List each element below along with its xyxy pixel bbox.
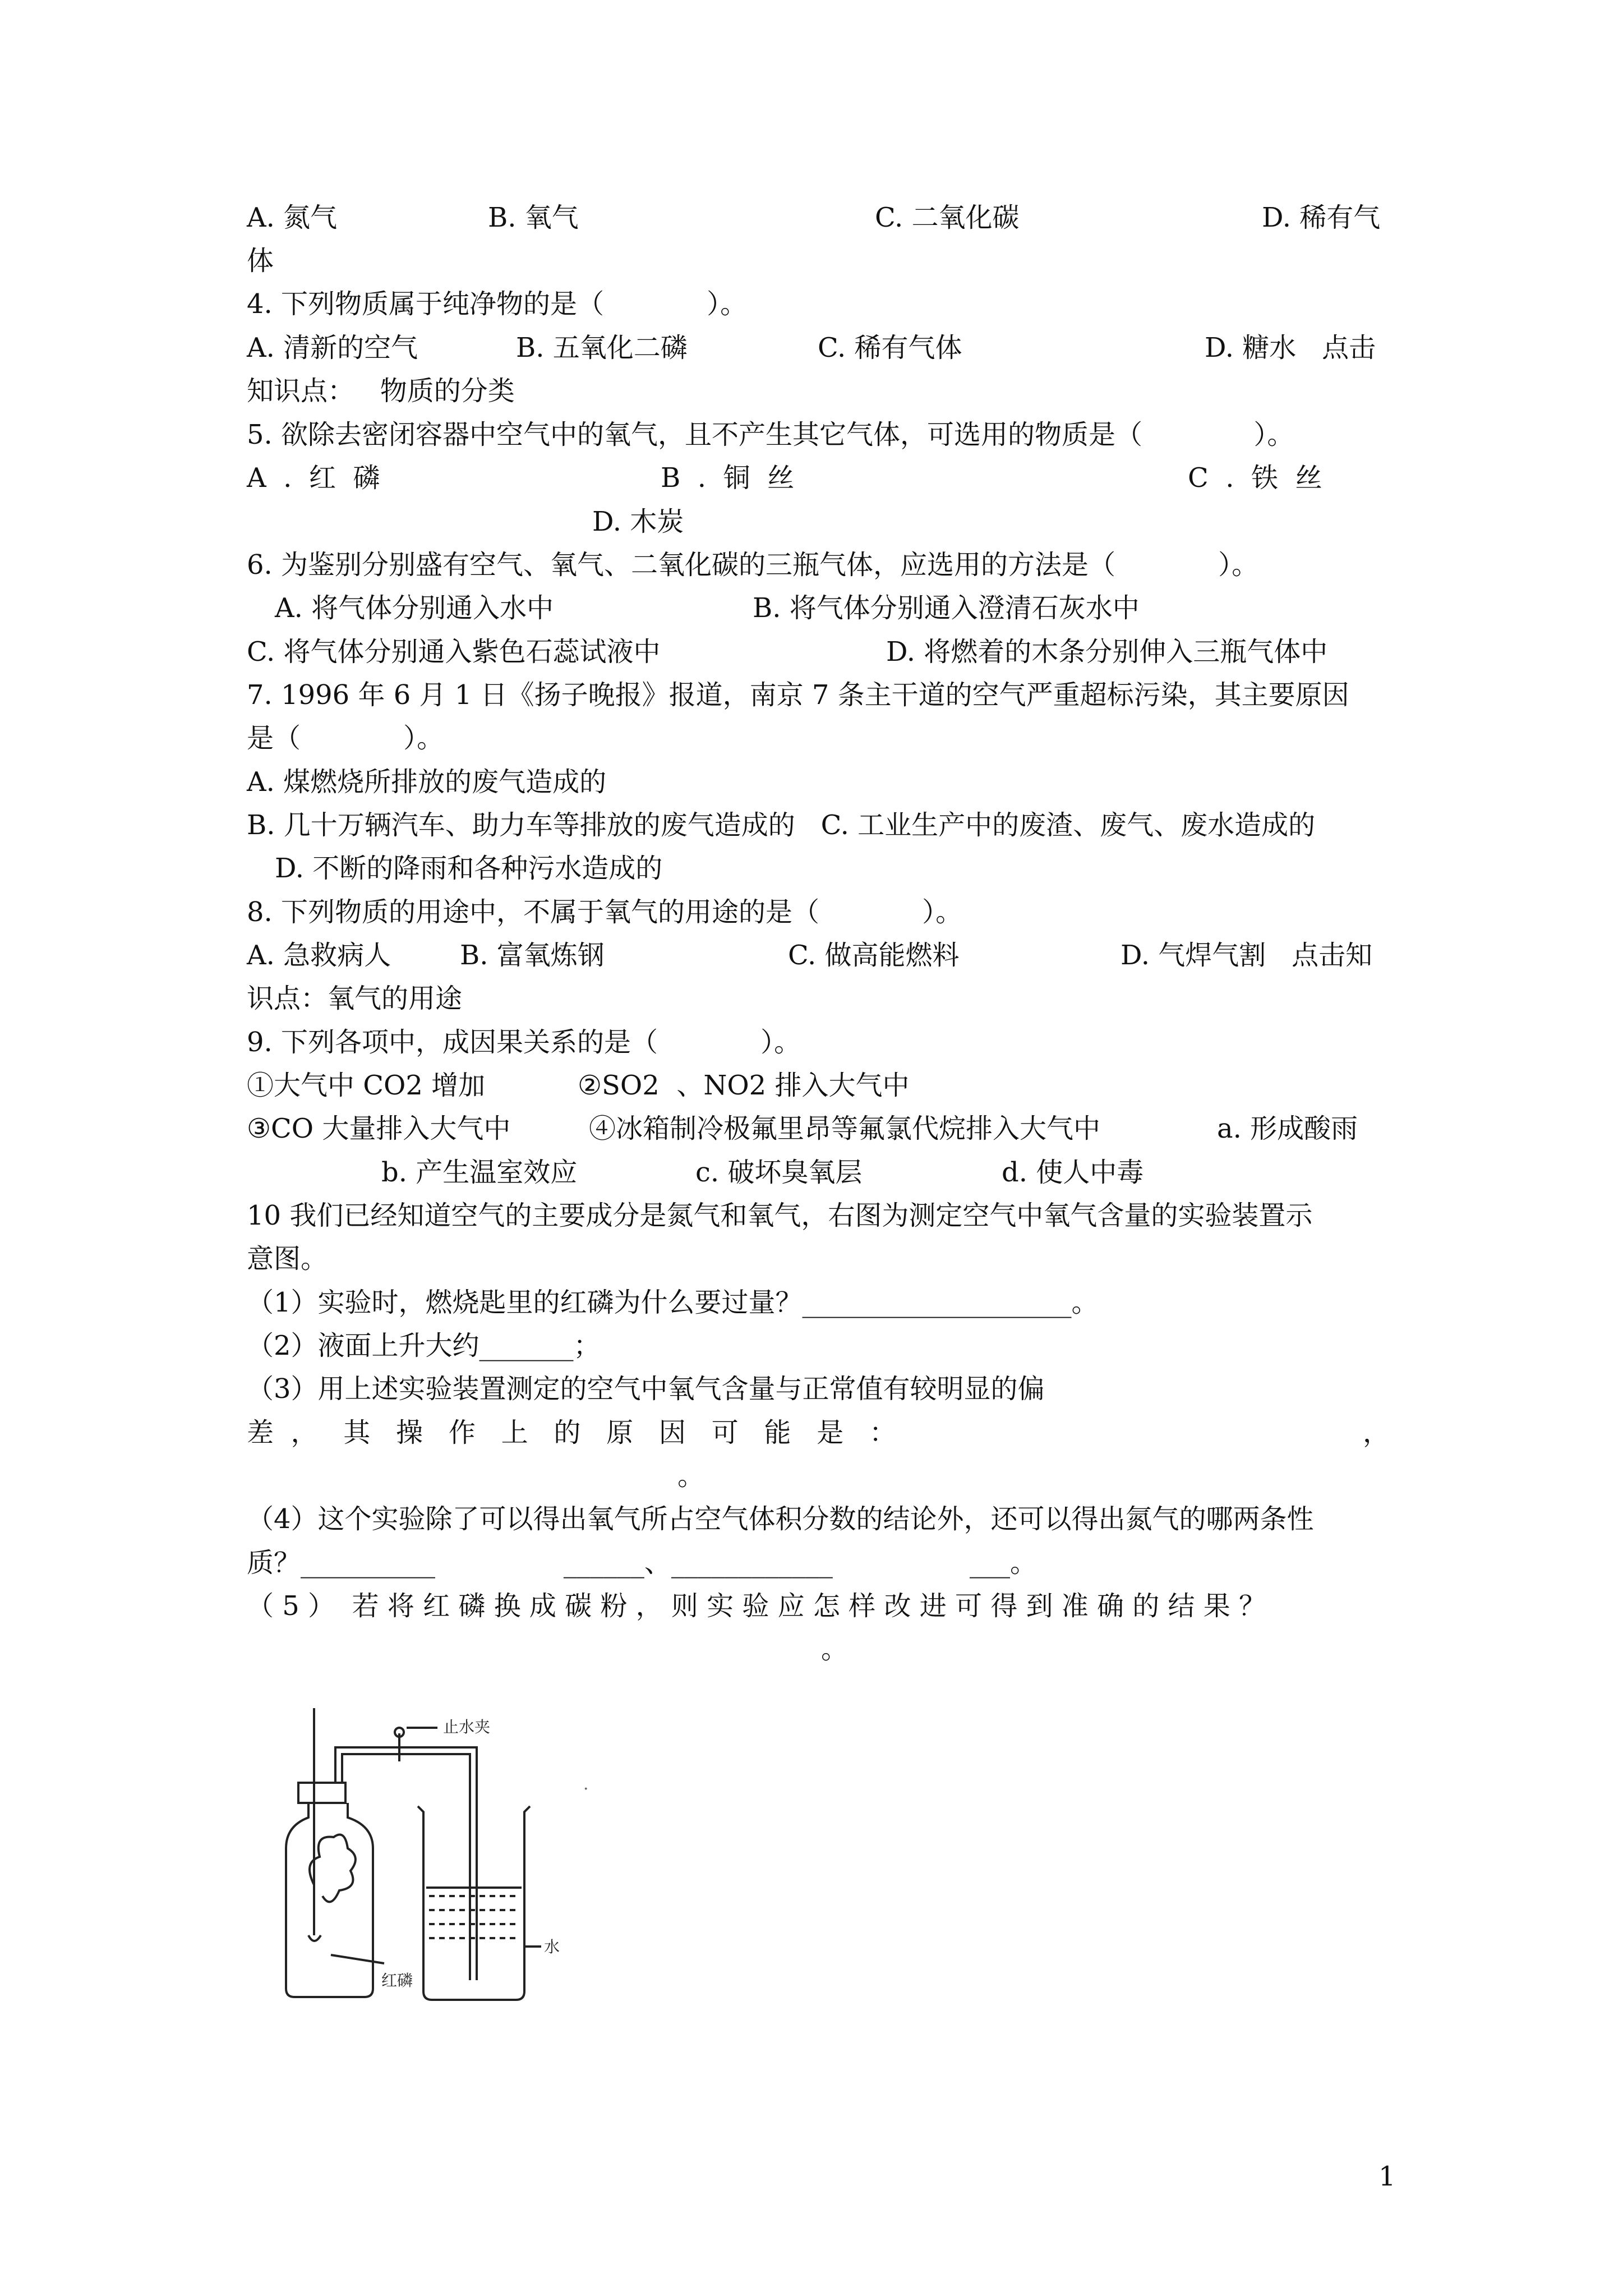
q10-stem: 10 我们已经知道空气的主要成分是氮气和氧气，右图为测定空气中氧气含量的实验装置示 [247,1200,1313,1231]
q10-part-5: （ 5 ） 若 将 红 磷 换 成 碳 粉 ， 则 实 验 应 怎 样 改 进 可 得 到 准 确 的 结 果 ？ [247,1590,1266,1622]
q9-effect-d: d. 使人中毒 [1002,1157,1144,1188]
q4-stem: 4. 下列物质属于纯净物的是（ ）。 [247,288,748,320]
q6-option-a: A. 将气体分别通入水中 [275,592,554,624]
q5-option-c: C . 铁 丝 [1188,462,1322,494]
q5-option-d: D. 木炭 [592,506,684,537]
q8-stem: 8. 下列物质的用途中，不属于氧气的用途的是（ ）。 [247,896,963,928]
q8-option-c: C. 做高能燃料 [788,940,960,971]
q9-effect-b: b. 产生温室效应 [381,1157,578,1188]
q8-option-b: B. 富氧炼钢 [460,940,605,971]
q3-option-c: C. 二氧化碳 [875,202,1020,233]
q10-part-1: （1）实验时，燃烧匙里的红磷为什么要过量？____________________。 [247,1287,1099,1318]
q3-option-d: D. 稀有气 [1262,202,1381,233]
q9-effect-a: a. 形成酸雨 [1217,1113,1358,1144]
q8-option-d: D. 气焊气割 点击知 [1121,940,1373,971]
clamp-label: 止水夹 [443,1718,491,1736]
q10-part-3-end: 。 [677,1460,705,1492]
q10-part-3-wrap: 差 ， 其 操 作 上 的 原 因 可 能 是 ： [247,1417,897,1448]
q10-part-3-comma: ， [1363,1417,1390,1448]
q5-option-a: A . 红 磷 [247,462,380,494]
q7-stem: 7. 1996 年 6 月 1 日《扬子晚报》报道，南京 7 条主干道的空气严重超标污染，其主要原因 [247,679,1349,711]
page-number: 1 [1378,2161,1396,2192]
q3-option-a: A. 氮气 [247,202,338,233]
q6-option-b: B. 将气体分别通入澄清石灰水中 [753,592,1140,624]
q7-option-a: A. 煤燃烧所排放的废气造成的 [247,766,607,798]
q10-part-4-wrap: 质？__________ ______、____________ ___。 [247,1547,1037,1579]
water-label: 水 [544,1938,560,1956]
q5-option-b: B . 铜 丝 [661,462,795,494]
combustion-spoon [308,1935,321,1941]
q7-option-d: D. 不断的降雨和各种污水造成的 [275,853,663,884]
smoke-cloud [310,1835,356,1902]
q4-knowledge-point: 知识点： 物质的分类 [247,375,515,407]
figure-mark: · [583,1779,589,1799]
q10-part-2: （2）液面上升大约_______； [247,1330,601,1361]
gas-bottle [286,1803,373,1997]
connecting-tube [335,1747,477,1980]
q10-stem-wrap: 意图。 [247,1243,328,1274]
apparatus-figure [269,1700,617,2014]
q9-item-2: ②SO2 、NO2 排入大气中 [578,1070,910,1101]
q6-option-d: D. 将燃着的木条分别伸入三瓶气体中 [886,636,1328,668]
q9-stem: 9. 下列各项中，成因果关系的是（ ）。 [247,1027,801,1058]
q9-item-4: ④冰箱制冷极氟里昂等氟氯代烷排入大气中 [589,1113,1101,1144]
q3-option-d-wrap: 体 [247,245,274,277]
red-phosphorus-label: 红磷 [381,1971,413,1990]
q7-stem-wrap: 是（ ）。 [247,723,444,754]
q6-stem: 6. 为鉴别分别盛有空气、氧气、二氧化碳的三瓶气体，应选用的方法是（ ）。 [247,549,1259,581]
stopper [298,1783,345,1803]
q9-item-3: ③CO 大量排入大气中 [247,1113,511,1144]
q4-option-b: B. 五氧化二磷 [516,332,688,364]
q8-option-a: A. 急救病人 [247,940,391,971]
q4-option-c: C. 稀有气体 [818,332,962,364]
q6-option-c: C. 将气体分别通入紫色石蕊试液中 [247,636,661,668]
q5-stem: 5. 欲除去密闭容器中空气中的氧气，且不产生其它气体，可选用的物质是（ ）。 [247,419,1294,450]
q3-option-b: B. 氧气 [488,202,579,233]
q10-part-5-end: 。 [821,1634,849,1665]
q10-part-4: （4）这个实验除了可以得出氧气所占空气体积分数的结论外，还可以得出氮气的哪两条性 [247,1503,1314,1535]
q9-effect-c: c. 破坏臭氧层 [695,1157,863,1188]
q4-option-a: A. 清新的空气 [247,332,418,364]
q9-item-1: ①大气中 CO2 增加 [247,1070,486,1101]
q7-option-bc: B. 几十万辆汽车、助力车等排放的废气造成的 C. 工业生产中的废渣、废气、废水造成的 [247,809,1316,841]
q8-knowledge-point: 识点：氧气的用途 [247,983,463,1014]
q4-option-d: D. 糖水 点击 [1205,332,1376,364]
q10-part-3: （3）用上述实验装置测定的空气中氧气含量与正常值有较明显的偏 [247,1373,1045,1405]
beaker [418,1806,530,2000]
